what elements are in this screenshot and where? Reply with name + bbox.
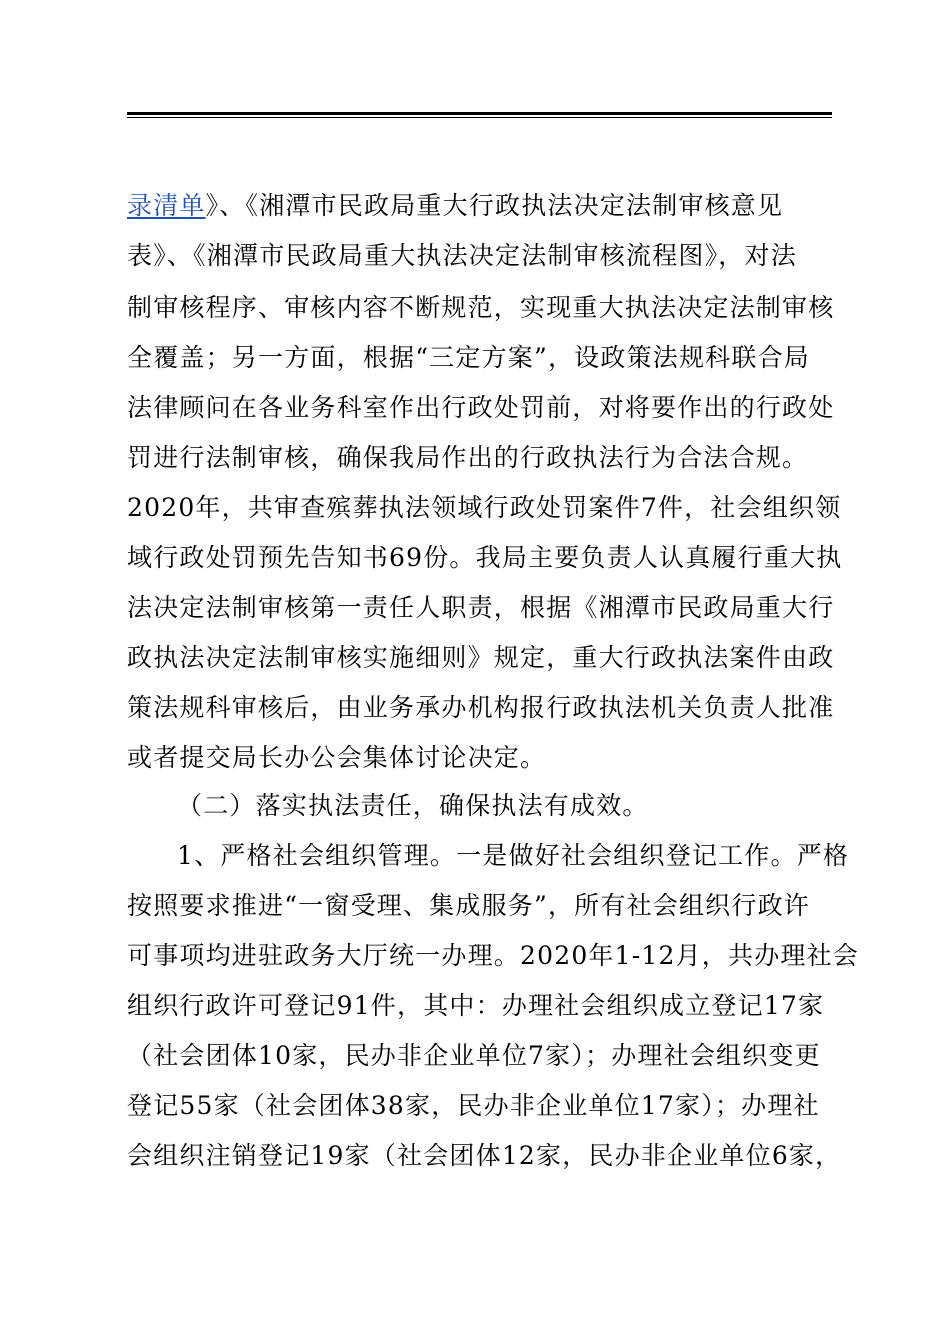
paragraph-line: 制审核程序、审核内容不断规范，实现重大执法决定法制审核	[127, 293, 835, 322]
section-heading: （二）落实执法责任，确保执法有成效。	[177, 791, 649, 820]
paragraph-line: 可事项均进驻政务大厅统一办理。2020年1-12月，共办理社会	[127, 941, 859, 970]
paragraph-line: 域行政处罚预先告知书69份。我局主要负责人认真履行重大执	[127, 543, 843, 572]
paragraph-line: 2020年，共审查殡葬执法领域行政处罚案件7件，社会组织领	[127, 493, 842, 522]
header-double-rule	[127, 112, 832, 119]
header-rule-thick	[127, 112, 832, 115]
line-text: 》、《湘潭市民政局重大行政执法决定法制审核意见	[205, 191, 784, 220]
paragraph-line: 组织行政许可登记91件，其中：办理社会组织成立登记17家	[127, 991, 825, 1020]
paragraph-line: 政执法决定法制审核实施细则》规定，重大行政执法案件由政	[127, 643, 835, 672]
paragraph-line: 或者提交局长办公会集体讨论决定。	[127, 743, 547, 772]
paragraph-line: 法律顾问在各业务科室作出行政处罚前，对将要作出的行政处	[127, 393, 835, 422]
paragraph-line: 1、严格社会组织管理。一是做好社会组织登记工作。严格	[177, 841, 850, 870]
paragraph-line: （社会团体10家，民办非企业单位7家）；办理社会组织变更	[127, 1041, 821, 1070]
header-rule-thin	[127, 117, 832, 118]
paragraph-line: 会组织注销登记19家（社会团体12家，民办非企业单位6家，	[127, 1141, 842, 1170]
paragraph-line	[127, 188, 832, 224]
paragraph-line: 按照要求推进“一窗受理、集成服务”，所有社会组织行政许	[127, 891, 810, 920]
list-link[interactable]: 录清单	[127, 191, 206, 220]
paragraph-line: 法决定法制审核第一责任人职责，根据《湘潭市民政局重大行	[127, 593, 835, 622]
paragraph-line: 登记55家（社会团体38家，民办非企业单位17家）；办理社	[127, 1091, 820, 1120]
paragraph-line: 罚进行法制审核，确保我局作出的行政执法行为合法合规。	[127, 443, 809, 472]
paragraph-line: 表》、《湘潭市民政局重大执法决定法制审核流程图》，对法	[127, 241, 797, 270]
paragraph-line: 策法规科审核后，由业务承办机构报行政执法机关负责人批准	[127, 693, 835, 722]
paragraph-line: 全覆盖；另一方面，根据“三定方案”，设政策法规科联合局	[127, 343, 810, 372]
